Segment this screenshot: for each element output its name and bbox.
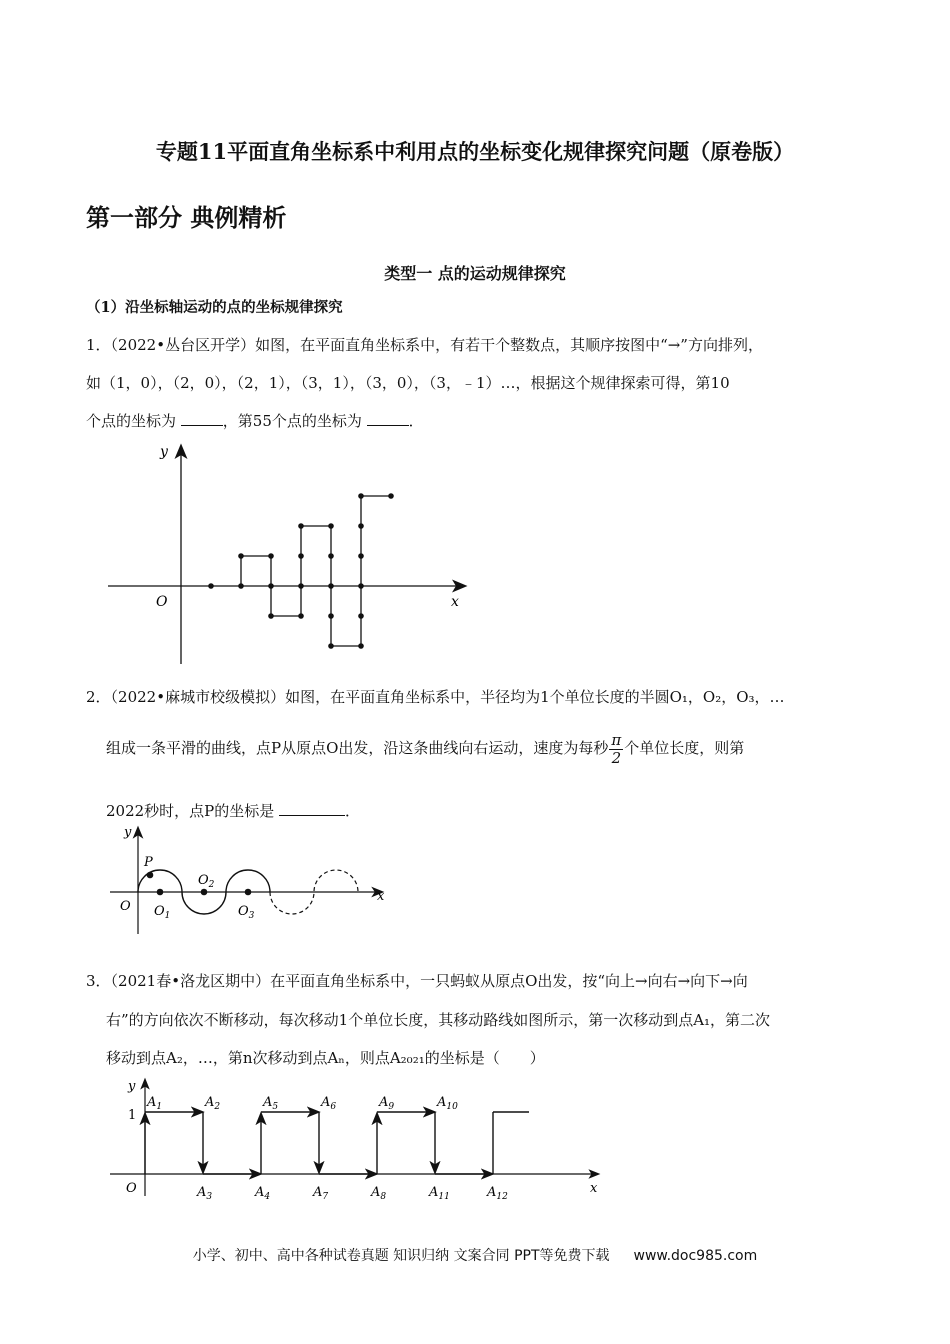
o2-label: $O_2$ <box>198 873 215 890</box>
type-heading: 类型一 点的运动规律探究 <box>384 264 566 283</box>
page-title: 专题11平面直角坐标系中利用点的坐标变化规律探究问题（原卷版） <box>155 139 795 164</box>
q1-figure <box>100 436 480 668</box>
lattice-point <box>358 493 364 499</box>
point-p <box>147 872 154 879</box>
q2-line2 <box>106 732 744 766</box>
a-label: $A_{11}$ <box>429 1185 450 1202</box>
q2-line3a: 2022秒时，点P的坐标是 <box>106 802 280 820</box>
a-label: $A_5$ <box>263 1095 279 1112</box>
x-label: x <box>590 1181 598 1196</box>
origin-label: O <box>156 594 168 610</box>
q1-line3a: 个点的坐标为 <box>86 412 181 430</box>
lattice-point <box>298 583 304 589</box>
a-label: $A_6$ <box>321 1095 337 1112</box>
q1-line3 <box>86 410 424 431</box>
q3-line1: 3．（2021春•洛龙区期中）在平面直角坐标系中，一只蚂蚁从原点O出发，按“向上→向右→向下→向 <box>86 972 748 990</box>
a-label: $A_{10}$ <box>437 1095 458 1112</box>
q1-line2: 如（1，0），（2，0），（2，1），（3，1），（3，0），（3，﹣1）…，根据这个规律探索可得，第10 <box>86 374 730 392</box>
lattice-point <box>358 583 364 589</box>
y-label: y <box>124 825 132 840</box>
o1-label: $O_1$ <box>154 904 171 921</box>
sub-heading: （1）沿坐标轴运动的点的坐标规律探究 <box>86 299 343 316</box>
p-label: P <box>144 855 153 870</box>
lattice-point <box>268 583 274 589</box>
lattice-point <box>328 613 334 619</box>
q2-line2a: 组成一条平滑的曲线，点P从原点O出发，沿这条曲线向右运动，速度为每秒 <box>106 739 609 757</box>
frac-den: 2 <box>611 748 622 767</box>
lattice-point <box>388 493 394 499</box>
x-label: x <box>451 594 459 610</box>
a-label: $A_{12}$ <box>487 1185 508 1202</box>
q3-line2: 右”的方向依次不断移动，每次移动1个单位长度，其移动路线如图所示，第一次移动到点A₁，第二次 <box>106 1011 771 1029</box>
a-label: $A_1$ <box>147 1095 163 1112</box>
a-label: $A_3$ <box>197 1185 213 1202</box>
a-label: $A_9$ <box>379 1095 395 1112</box>
center-o3 <box>245 889 252 896</box>
lattice-point <box>238 583 244 589</box>
answer-blank-2[interactable] <box>367 411 409 426</box>
answer-blank-1[interactable] <box>181 411 223 426</box>
lattice-point <box>268 613 274 619</box>
y-label: y <box>160 444 168 460</box>
q1-line3c: ． <box>408 412 424 430</box>
lattice-point <box>358 553 364 559</box>
origin-label: O <box>126 1181 137 1196</box>
center-o2 <box>201 889 208 896</box>
lattice-point <box>328 583 334 589</box>
lattice-point <box>298 553 304 559</box>
q3-path <box>145 1112 529 1174</box>
y-label: y <box>128 1079 136 1094</box>
pi-over-2-fraction <box>609 732 623 766</box>
q1-path <box>241 496 391 646</box>
a-label: $A_8$ <box>371 1185 387 1202</box>
q3-labels <box>146 1095 508 1202</box>
lattice-point <box>328 523 334 529</box>
lattice-point <box>298 523 304 529</box>
lattice-point <box>208 583 214 589</box>
origin-label: O <box>120 899 131 914</box>
footer-text: 小学、初中、高中各种试卷真题 知识归纳 文案合同 PPT等免费下载 <box>192 1248 610 1264</box>
q2-figure <box>104 822 394 940</box>
lattice-point <box>328 643 334 649</box>
q2-line3 <box>106 800 360 821</box>
unit-label: 1 <box>128 1108 137 1123</box>
lattice-point <box>298 613 304 619</box>
q2-line3b: ． <box>345 802 361 820</box>
answer-blank-3[interactable] <box>279 801 345 816</box>
footer <box>0 1245 950 1265</box>
frac-num: π <box>611 731 622 749</box>
center-o1 <box>157 889 164 896</box>
x-label: x <box>377 889 385 904</box>
lattice-point <box>358 613 364 619</box>
lattice-point <box>328 553 334 559</box>
q2-line2b: 个单位长度，则第 <box>624 739 745 757</box>
o3-label: $O_3$ <box>238 904 255 921</box>
q2-line1: 2．（2022•麻城市校级模拟）如图，在平面直角坐标系中，半径均为1个单位长度的半圆O₁，O₂，O₃，… <box>86 688 785 706</box>
lattice-point <box>358 643 364 649</box>
q3-line3: 移动到点A₂，…，第n次移动到点Aₙ，则点A₂₀₂₁的坐标是（ ） <box>106 1049 545 1067</box>
q1-line1: 1．（2022•丛台区开学）如图，在平面直角坐标系中，有若干个整数点，其顺序按图中“→”方向排列， <box>86 336 763 354</box>
part-heading: 第一部分 典例精析 <box>86 204 287 232</box>
q3-figure <box>104 1074 604 1202</box>
q1-line3b: ，第55个点的坐标为 <box>222 412 367 430</box>
a-label: $A_4$ <box>255 1185 271 1202</box>
q1-polyline <box>241 496 391 646</box>
a-label: $A_2$ <box>205 1095 221 1112</box>
a-label: $A_7$ <box>313 1185 329 1202</box>
lattice-point <box>238 553 244 559</box>
footer-url[interactable]: www.doc985.com <box>633 1248 758 1264</box>
lattice-point <box>358 523 364 529</box>
lattice-point <box>268 553 274 559</box>
